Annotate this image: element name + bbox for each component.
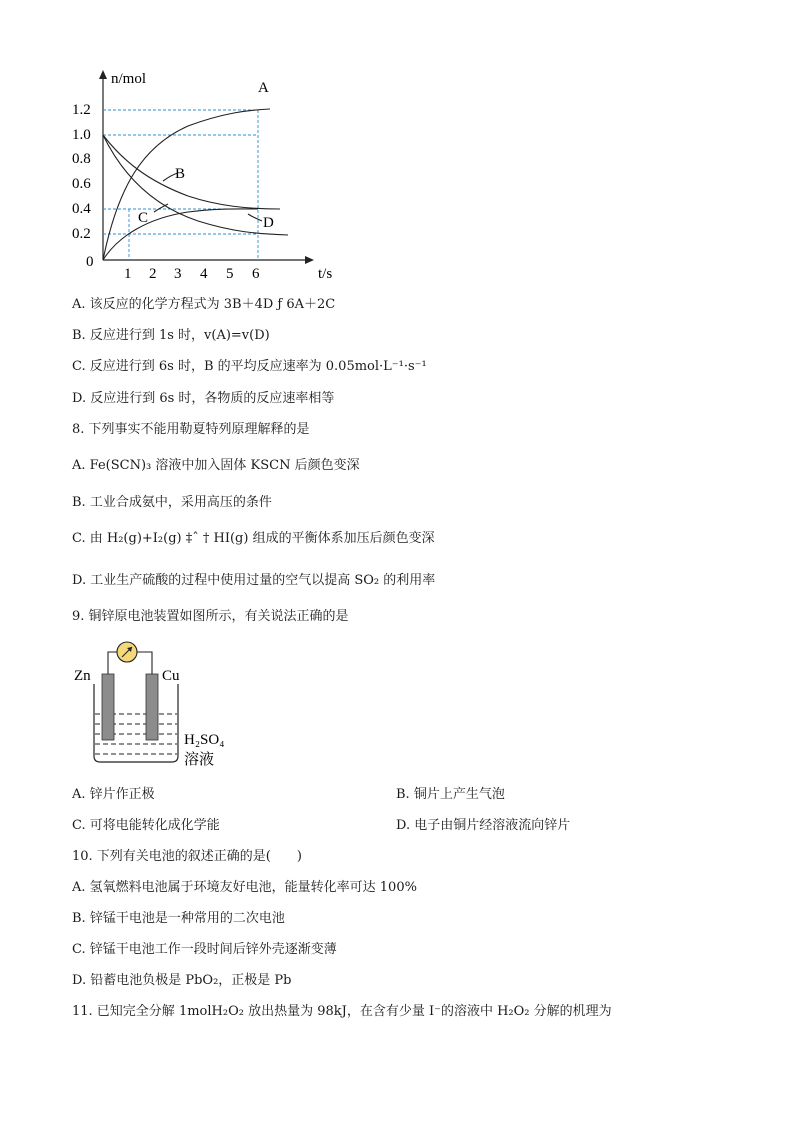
curve-B [103,135,280,209]
x-tick-label: 5 [226,266,234,282]
x-axis-arrow [305,256,314,264]
cu-electrode [146,674,158,740]
y-tick-label: 1.2 [72,102,91,118]
q7-option-b: B. 反应进行到 1s 时，v(A)=v(D) [72,328,270,343]
curve-label-C: C [138,210,149,226]
x-tick-label: 4 [200,266,208,282]
x-tick-label: 1 [124,266,132,282]
q9-stem: 9. 铜锌原电池装置如图所示，有关说法正确的是 [72,609,349,624]
curve-label-A: A [258,80,269,96]
q8-stem: 8. 下列事实不能用勒夏特列原理解释的是 [72,422,310,437]
y-tick-label: 0.2 [72,226,91,242]
q9-option-a: A. 锌片作正极 [72,787,155,802]
q7-option-d: D. 反应进行到 6s 时，各物质的反应速率相等 [72,391,335,406]
y-tick-label: 0.6 [72,176,91,192]
solution-name: 溶液 [184,752,215,768]
concentration-time-graph [72,66,348,282]
curve-label-D: D [263,215,274,231]
q9-option-d: D. 电子由铜片经溶液流向锌片 [396,818,571,833]
label-leader-D [248,214,262,221]
q10-option-a: A. 氢氧燃料电池属于环境友好电池，能量转化率可达 100% [72,880,417,895]
y-tick-label: 0.8 [72,151,91,167]
label-leader-C [154,204,168,212]
y-axis-arrow [99,70,107,79]
q11-stem: 11. 已知完全分解 1molH₂O₂ 放出热量为 98kJ，在含有少量 I⁻的溶液中 H₂O₂ 分解的机理为 [72,1004,612,1019]
q10-option-c: C. 锌锰干电池工作一段时间后锌外壳逐渐变薄 [72,942,337,957]
q10-option-d: D. 铅蓄电池负极是 PbO₂，正极是 Pb [72,973,292,988]
curve-A [103,109,270,260]
q9-option-b: B. 铜片上产生气泡 [396,787,505,802]
q8-option-c: C. 由 H₂(g)+I₂(g) ‡ˆ † HI(g) 组成的平衡体系加压后颜色变深 [72,531,435,546]
q7-option-a: A. 该反应的化学方程式为 3B＋4D ƒ 6A＋2C [72,297,336,312]
q8-option-d: D. 工业生产硫酸的过程中使用过量的空气以提高 SO₂ 的利用率 [72,573,436,588]
wire [137,652,152,676]
x-tick-label: 3 [174,266,182,282]
zn-label: Zn [74,668,91,684]
y-tick-label: 1.0 [72,127,91,143]
wire [108,652,117,676]
q9-option-c: C. 可将电能转化成化学能 [72,818,220,833]
x-tick-label: 2 [149,266,157,282]
y-tick-label: 0.4 [72,201,91,217]
q8-option-a: A. Fe(SCN)₃ 溶液中加入固体 KSCN 后颜色变深 [72,458,360,473]
cu-label: Cu [162,668,180,684]
x-axis-label: t/s [318,266,333,282]
solution-formula: H₂SO₄ [184,732,225,748]
y-axis-label: n/mol [111,71,147,87]
q10-stem: 10. 下列有关电池的叙述正确的是( ) [72,849,302,864]
y-tick-label: 0 [86,254,94,270]
galvanic-cell-diagram [72,640,252,770]
curve-label-B: B [175,166,186,182]
q8-option-b: B. 工业合成氨中，采用高压的条件 [72,495,272,510]
zn-electrode [102,674,114,740]
x-tick-label: 6 [252,266,260,282]
q7-option-c: C. 反应进行到 6s 时，B 的平均反应速率为 0.05mol·L⁻¹·s⁻¹ [72,359,427,374]
q10-option-b: B. 锌锰干电池是一种常用的二次电池 [72,911,285,926]
